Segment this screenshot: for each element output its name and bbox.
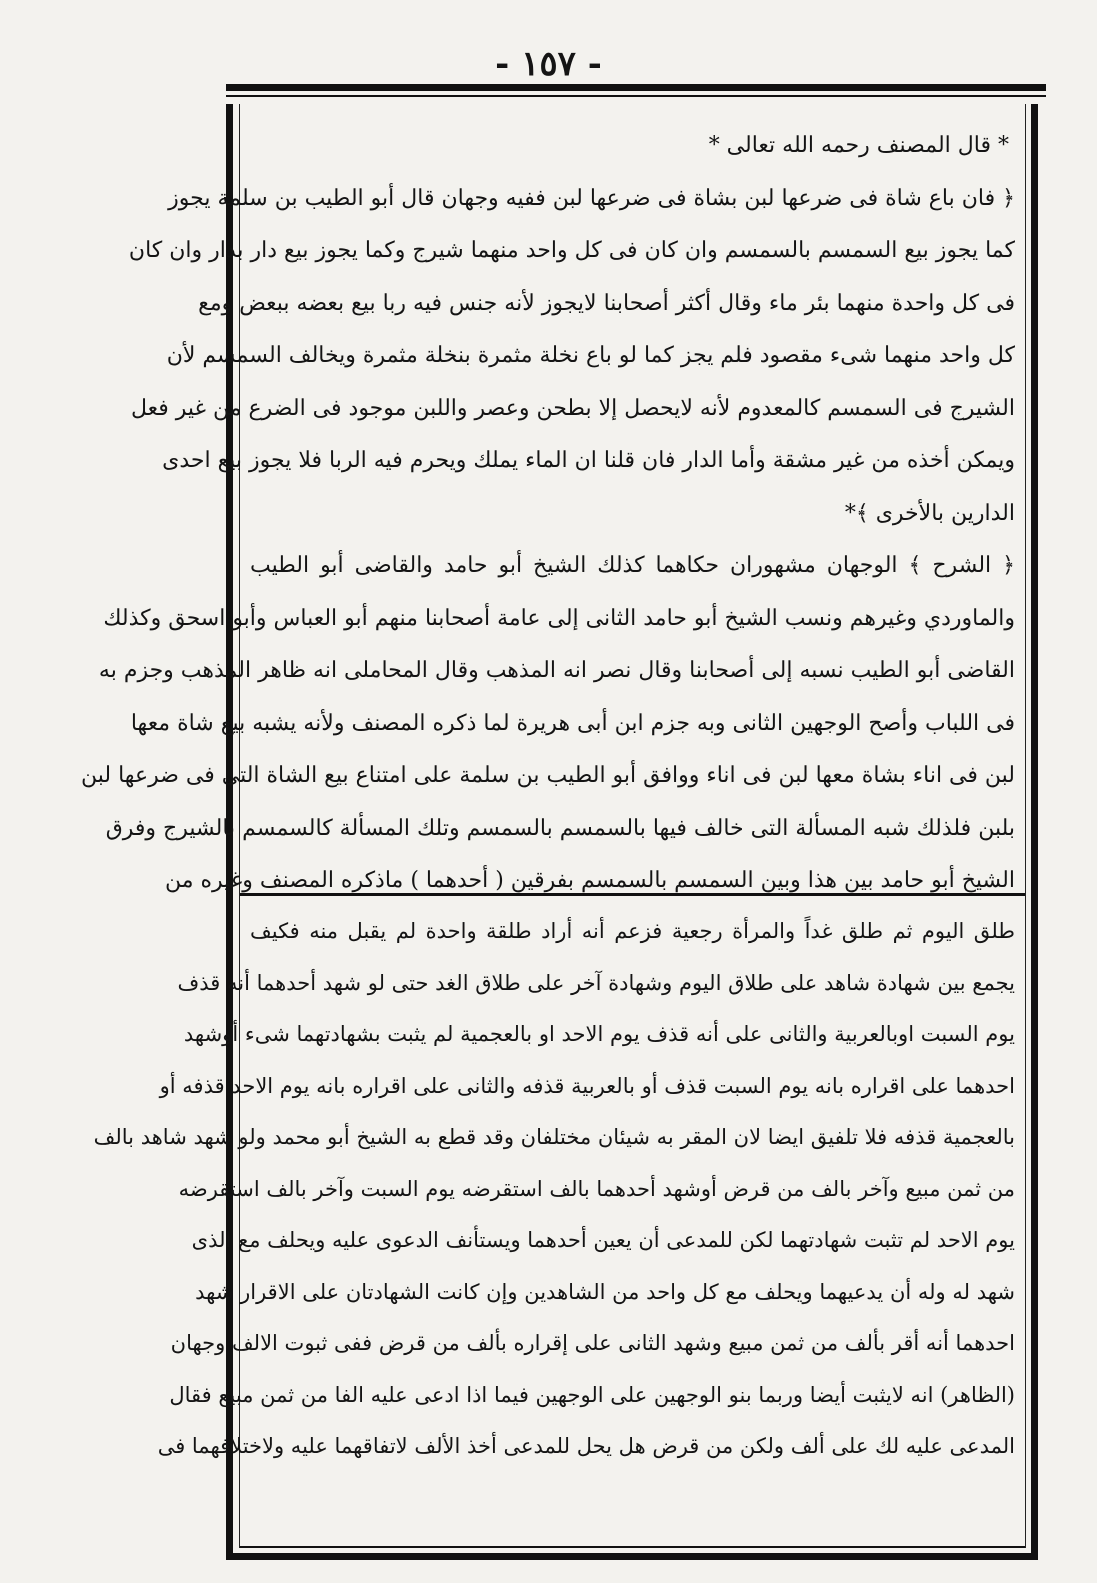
text-line: احدهما أنه أقر بألف من ثمن مبيع وشهد الثانى على إقراره بألف من قرض ففى ثبوت الالف وجهان <box>170 1331 1015 1355</box>
page-number: - ١٥٧ - <box>495 44 602 84</box>
text-line: والماوردي وغيرهم ونسب الشيخ أبو حامد الثانى إلى عامة أصحابنا منهم أبو العباس وأبو اسحق وكذلك <box>103 605 1015 631</box>
text-line: الشيخ أبو حامد بين هذا وبين السمسم بالسمسم بفرقين ( أحدهما ) ماذكره المصنف وغيره من <box>164 868 1015 893</box>
top-rule-thin <box>226 95 1046 97</box>
lower-text-block <box>93 906 1015 1473</box>
text-line: بالعجمية قذفه فلا تلفيق ايضا لان المقر به شيئان مختلفان وقد قطع به الشيخ أبو محمد ولو شهد شاهد بالف <box>93 1125 1015 1149</box>
text-line: ويمكن أخذه من غير مشقة وأما الدار فان قلنا ان الماء يملك ويحرم فيه الربا فلا يجوز بيع احدى <box>162 448 1015 473</box>
bottom-rule <box>240 1546 1025 1548</box>
text-line: ﴿ الشرح ﴾ الوجهان مشهوران حكاهما كذلك الشيخ أبو حامد والقاضى أبو الطيب <box>250 553 1015 578</box>
top-rule <box>226 84 1046 91</box>
text-line: يوم الاحد لم تثبت شهادتهما لكن للمدعى أن يعين أحدهما ويستأنف الدعوى عليه ويحلف مع الذى <box>191 1228 1015 1252</box>
text-line: المدعى عليه لك على ألف ولكن من قرض هل يحل للمدعى أخذ الألف لاتفاقهما عليه ولاختلافهما فى <box>157 1434 1015 1458</box>
text-line: لبن فى اناء بشاة معها لبن فى اناء ووافق أبو الطيب بن سلمة على امتناع بيع الشاة التى فى ضرعها لبن <box>81 763 1015 788</box>
text-line: بلبن فلذلك شبه المسألة التى خالف فيها بالسمسم بالسمسم وتلك المسألة كالسمسم بالشيرج وفرق <box>105 815 1015 841</box>
text-line: فى اللباب وأصح الوجهين الثانى وبه جزم ابن أبى هريرة لما ذكره المصنف ولأنه يشبه بيع شاة معها <box>130 710 1015 736</box>
upper-text-block <box>81 120 1015 908</box>
text-line: يجمع بين شهادة شاهد على طلاق اليوم وشهادة آخر على طلاق الغد حتى لو شهد أحدهما أنه قذف <box>177 970 1015 995</box>
text-line: الشيرج فى السمسم كالمعدوم لأنه لايحصل إلا بطحن وعصر واللبن موجود فى الضرع من غير فعل <box>130 395 1015 421</box>
text-line: فى كل واحدة منهما بئر ماء وقال أكثر أصحابنا لايجوز لأنه جنس فيه ربا بيع بعضه ببعض ومع <box>198 290 1015 316</box>
text-line: (الظاهر) انه لايثبت أيضا وربما بنو الوجهين على الوجهين فيما اذا ادعى عليه الفا من ثمن مبيع فقال <box>169 1382 1015 1407</box>
text-line: من ثمن مبيع وآخر بالف من قرض أوشهد أحدهما بالف استقرضه يوم السبت وآخر بالف استقرضه <box>178 1176 1015 1201</box>
text-line: كما يجوز بيع السمسم بالسمسم وان كان فى كل واحد منهما شيرج وكما يجوز بيع دار بدار وان كان <box>128 238 1015 263</box>
text-line: ﴿ فان باع شاة فى ضرعها لبن بشاة فى ضرعها لبن ففيه وجهان قال أبو الطيب بن سلمة يجوز <box>168 185 1015 211</box>
text-line: كل واحد منهما شىء مقصود فلم يجز كما لو باع نخلة مثمرة بنخلة مثمرة ويخالف السمسم لأن <box>166 343 1015 368</box>
text-line: الدارين بالأخرى ﴾* <box>844 500 1015 526</box>
text-line: احدهما على اقراره بانه يوم السبت قذف أو بالعربية قذفه والثانى على اقراره بانه يوم الاحد قذفه أو <box>159 1073 1015 1098</box>
section-divider <box>240 893 1025 896</box>
text-line: طلق اليوم ثم طلق غداً والمرأة رجعية فزعم أنه أراد طلقة واحدة لم يقبل منه فكيف <box>250 919 1015 943</box>
text-line: القاضى أبو الطيب نسبه إلى أصحابنا وقال نصر انه المذهب وقال المحاملى انه ظاهر المذهب وجزم به <box>98 658 1015 683</box>
text-line: شهد له وله أن يدعيهما ويحلف مع كل واحد من الشاهدين وإن كانت الشهادتان على الاقرار شهد <box>195 1279 1015 1304</box>
frame-inner-line-right <box>1025 104 1026 1548</box>
text-line: * قال المصنف رحمه الله تعالى * <box>708 133 1009 158</box>
text-line: يوم السبت اوبالعربية والثانى على أنه قذف يوم الاحد او بالعجمية لم يثبت بشهادتهما شىء أوشهد <box>183 1022 1015 1046</box>
